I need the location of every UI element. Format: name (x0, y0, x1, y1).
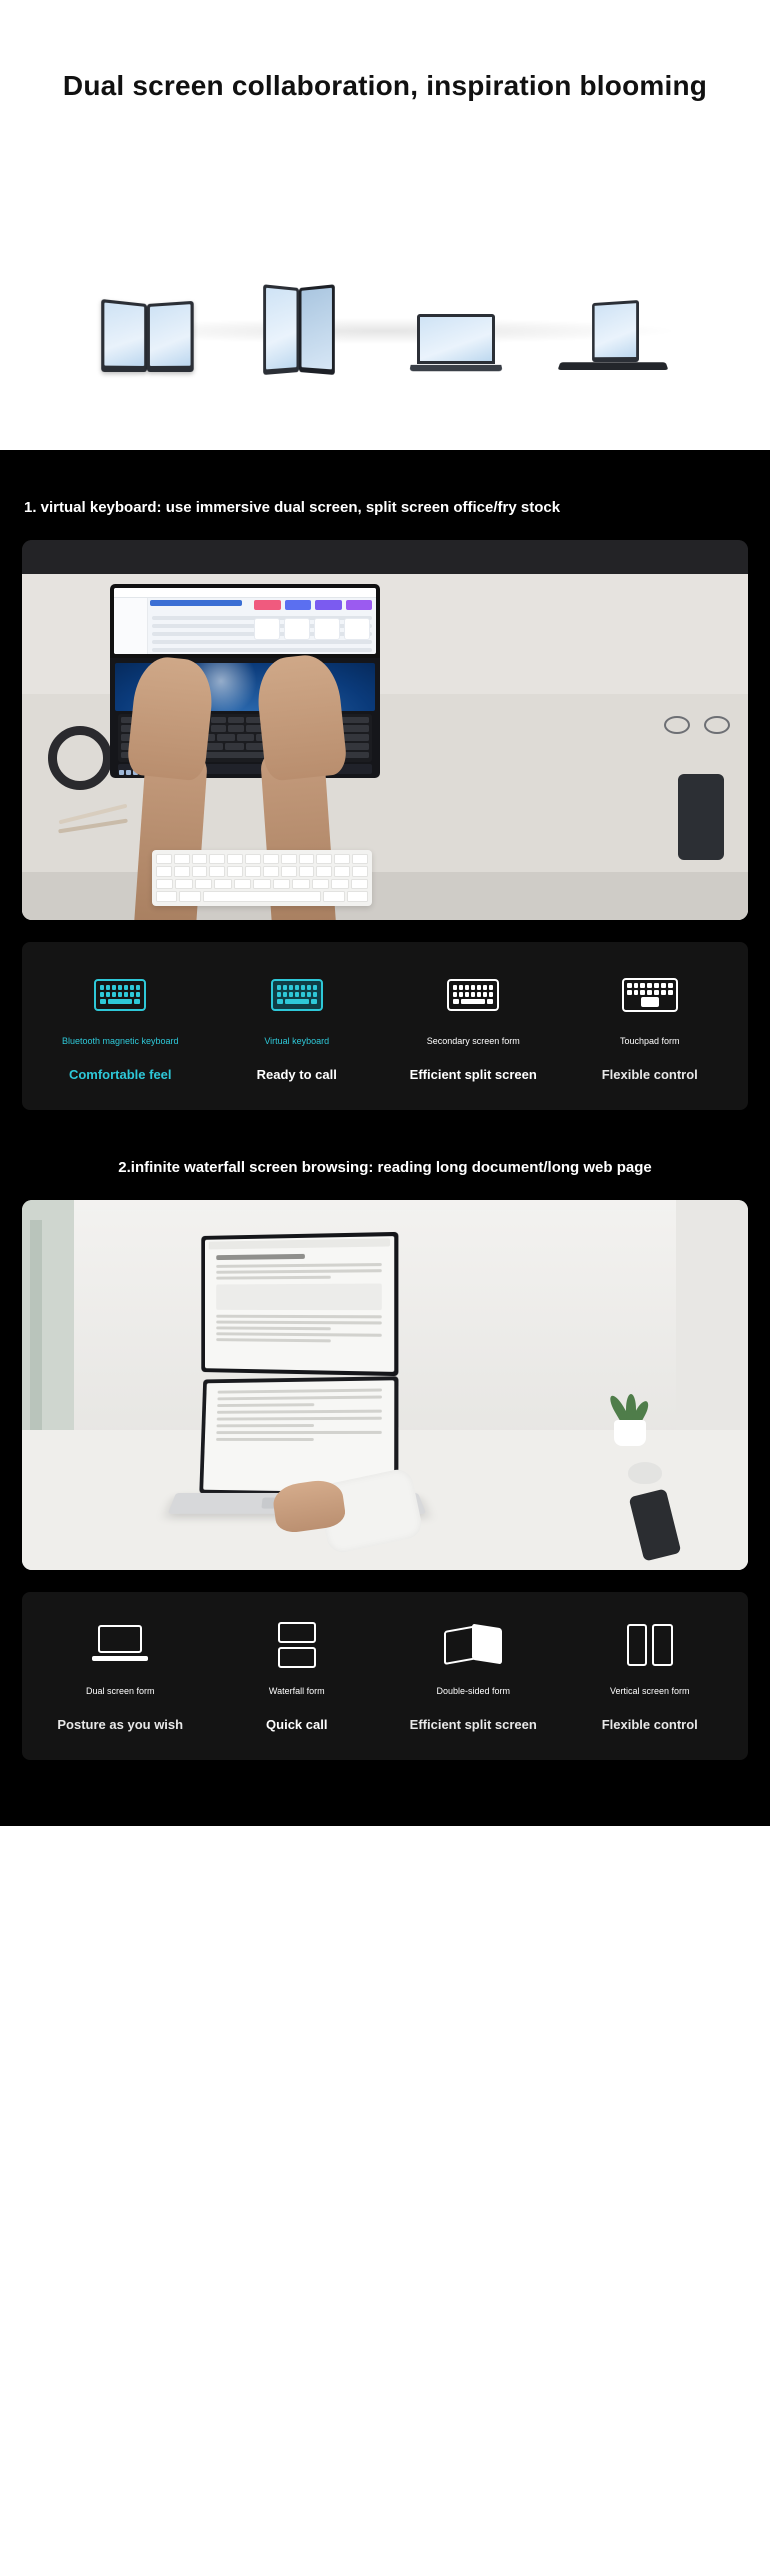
feature-caption-small: Touchpad form (619, 1035, 680, 1046)
screen-panel-right (299, 284, 335, 375)
primary-screen (110, 584, 380, 658)
feature-caption-big: Efficient split screen (409, 1716, 537, 1732)
photo-waterfall-scene (22, 1200, 748, 1570)
stat-card (254, 600, 281, 610)
screen-panel-upper (417, 314, 495, 364)
section-2-heading: 2.infinite waterfall screen browsing: reading long document/long web page (118, 1159, 652, 1177)
page-title: Dual screen collaboration, inspiration blooming (62, 70, 708, 101)
bluetooth-keyboard-icon (38, 968, 203, 1022)
mouse-prop (628, 1462, 662, 1484)
feature-waterfall-form (209, 1618, 386, 1733)
feature-vertical-screen-form (562, 1618, 739, 1733)
app-sidebar (114, 598, 148, 654)
feature-caption-small: Dual screen form (85, 1685, 155, 1696)
feature-bluetooth-magnetic-keyboard (32, 968, 209, 1083)
section-1-heading: 1. virtual keyboard: use immersive dual screen, split screen office/fry stock (24, 499, 561, 516)
feature-caption-big: Quick call (266, 1716, 328, 1732)
document-upper (205, 1236, 394, 1372)
stacked-screens-icon (215, 1618, 380, 1672)
document-block (216, 1283, 382, 1310)
feature-touchpad-form (562, 968, 739, 1083)
screen-surface (266, 288, 296, 370)
external-keyboard-prop (152, 850, 372, 906)
photo-top-band (22, 540, 748, 574)
feature-double-sided-form (385, 1618, 562, 1733)
secondary-screen-keyboard-icon (391, 968, 556, 1022)
screen-panel-right (147, 301, 194, 372)
dark-content-area (0, 450, 770, 1826)
screen-panel-left (101, 299, 147, 372)
vertical-screens-icon (568, 1618, 733, 1672)
device-book-open-form (97, 242, 197, 372)
stat-cards-row (254, 600, 372, 610)
headphones-prop (48, 726, 112, 790)
device-laptop-form (401, 282, 511, 372)
feature-caption-small: Secondary screen form (426, 1035, 520, 1046)
feature-caption-small: Vertical screen form (609, 1685, 690, 1696)
feature-caption-big: Efficient split screen (409, 1066, 537, 1082)
screen-surface (302, 288, 332, 370)
feature-dual-screen-form (32, 1618, 209, 1733)
metric-tiles-row (254, 618, 370, 640)
screen-surface (420, 317, 492, 361)
screen-panel-upper (592, 300, 639, 362)
phone-prop (678, 774, 724, 860)
feature-caption-big: Posture as you wish (57, 1716, 184, 1732)
device-tent-form (239, 262, 359, 372)
device-flat-folded-form (553, 262, 673, 372)
app-header-bar (114, 588, 376, 598)
folded-base (558, 362, 669, 370)
feature-caption-small: Double-sided form (436, 1685, 511, 1696)
touchpad-icon (568, 968, 733, 1022)
section-1-feature-strip (22, 942, 748, 1111)
screen-surface (595, 303, 637, 357)
feature-caption-small: Bluetooth magnetic keyboard (61, 1035, 179, 1046)
pencils-prop (58, 812, 128, 846)
section-1-photo (22, 540, 748, 920)
screen-surface (104, 303, 144, 366)
plant-prop (608, 1390, 652, 1446)
hero-device-lineup (0, 172, 770, 372)
hero-section (0, 0, 770, 450)
feature-caption-big: Comfortable feel (68, 1066, 172, 1082)
feature-virtual-keyboard (209, 968, 386, 1083)
feature-caption-big: Flexible control (601, 1066, 698, 1082)
screen-panel-left (263, 284, 299, 375)
feature-caption-big: Ready to call (256, 1066, 337, 1082)
dashboard-ui (114, 588, 376, 654)
stat-card (315, 600, 342, 610)
bottom-spacer (0, 1760, 770, 1786)
screen-surface (150, 304, 191, 366)
laptop-icon (38, 1618, 203, 1672)
waterfall-laptop (197, 1234, 397, 1495)
section-2-feature-strip (22, 1592, 748, 1761)
photo-virtual-keyboard-scene (22, 540, 748, 920)
feature-caption-small: Virtual keyboard (264, 1035, 330, 1046)
upper-screen (201, 1232, 398, 1376)
feature-secondary-screen-form (385, 968, 562, 1083)
feature-caption-big: Flexible control (601, 1716, 698, 1732)
document-heading (216, 1253, 305, 1259)
app-title-block (150, 600, 242, 606)
stat-card (285, 600, 312, 610)
feature-caption-small: Waterfall form (268, 1685, 325, 1696)
browser-tab-bar (209, 1238, 390, 1249)
stat-card (346, 600, 373, 610)
section-2-photo (22, 1200, 748, 1570)
keyboard-base (409, 365, 502, 371)
photo-desk-edge (22, 872, 748, 920)
double-sided-icon (391, 1618, 556, 1672)
glasses-prop (664, 716, 730, 736)
virtual-keyboard-icon (215, 968, 380, 1022)
